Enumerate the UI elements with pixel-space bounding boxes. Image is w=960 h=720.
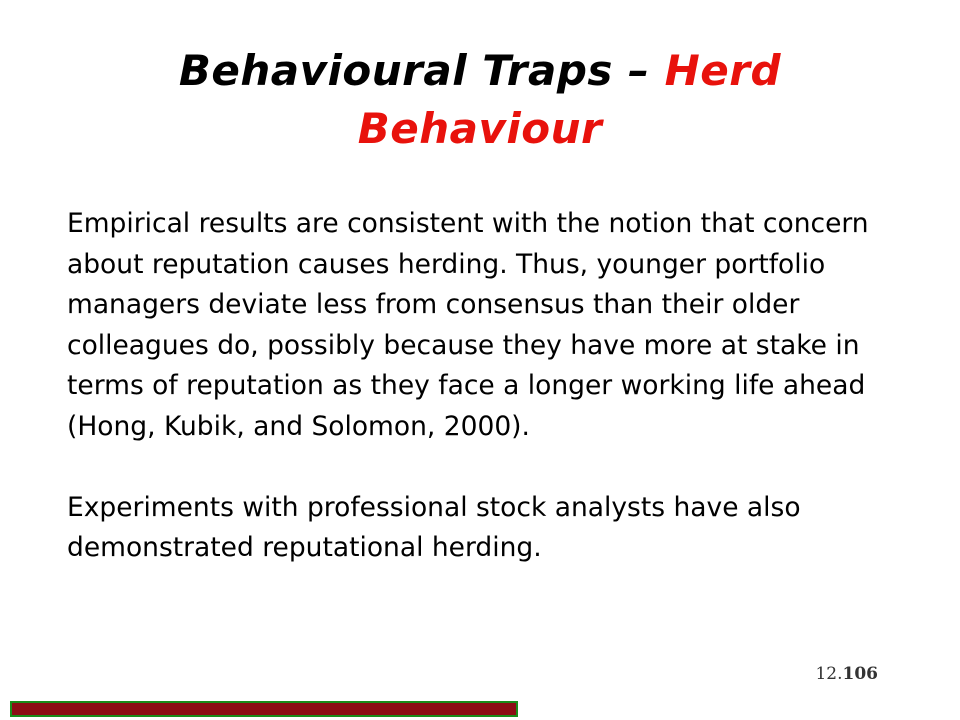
body-paragraph-1: Empirical results are consistent with the notion that concern about reputation causes herding. Thus, younger portfolio managers deviate less from consensus than their older colleagues do, possibly because they have more at stake in terms of reputation as they face a longer working life ahead (Hong, Kubik, and Solomon, 2000).: [67, 208, 869, 442]
body-paragraph-2: Experiments with professional stock analysts have also demonstrated reputational herding.: [67, 491, 801, 563]
slide-title: [0, 42, 960, 158]
footer-decorative-bar: [10, 701, 518, 717]
slide-number-page: 106: [842, 664, 878, 684]
slide-number-chapter: 12.: [815, 664, 843, 684]
slide-number: [815, 664, 878, 684]
title-accent-word: Herd: [664, 46, 782, 95]
title-line-1: [0, 42, 960, 100]
title-prefix: Behavioural Traps –: [178, 46, 665, 95]
slide-body: [67, 204, 907, 569]
title-line-2: Behaviour: [357, 104, 603, 153]
